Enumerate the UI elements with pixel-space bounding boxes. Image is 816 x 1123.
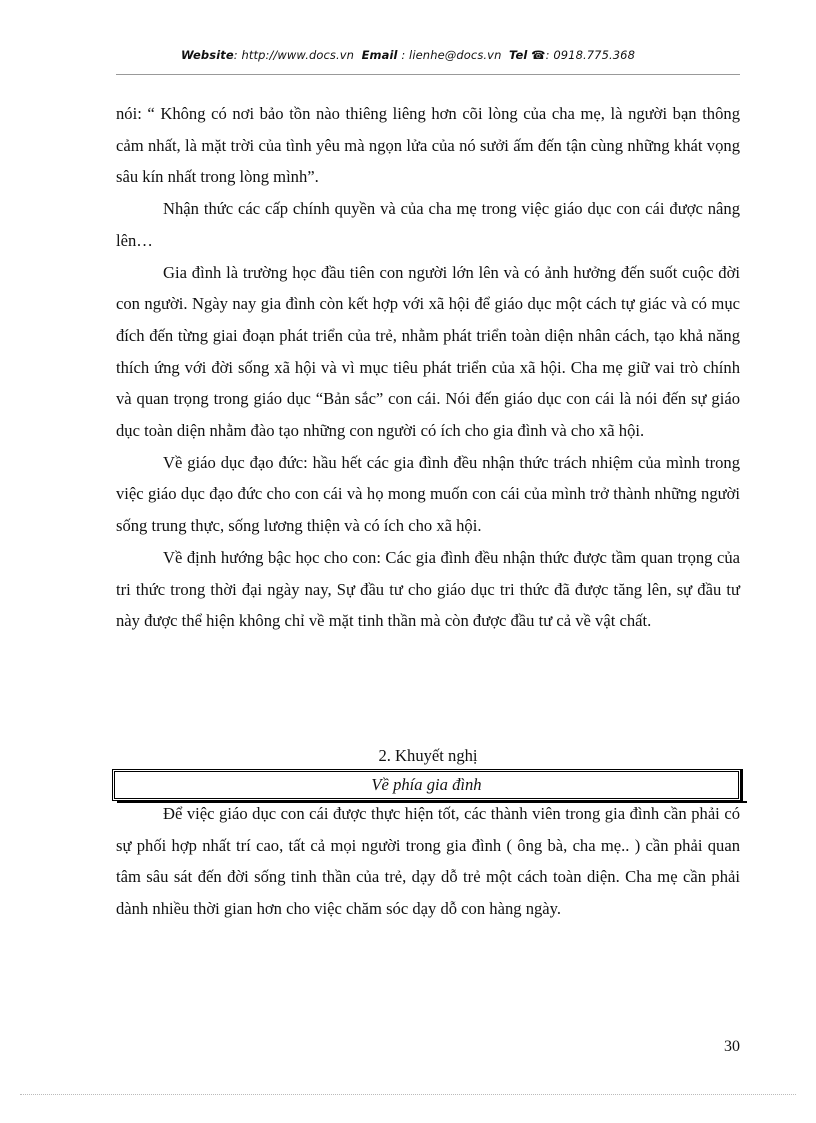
header-divider [116, 74, 740, 75]
page-number: 30 [724, 1038, 740, 1055]
website-value: : http://www.docs.vn [233, 48, 355, 62]
phone-icon: ☎ [531, 48, 546, 62]
tel-label: Tel [508, 48, 528, 62]
paragraph-education-orientation: Về định hướng bậc học cho con: Các gia đình đều nhận thức được tầm quan trọng của tri thức trong thời đại ngày nay, Sự đầu tư cho giáo dục tri thức đã được tăng lên, sự đầu tư này được thể hiện không chỉ về mặt tinh thần mà còn được đầu tư cả về vật chất. [116, 547, 740, 631]
section-heading: 2. Khuyết nghị [378, 746, 478, 765]
paragraph-awareness: Nhận thức các cấp chính quyền và của cha mẹ trong việc giáo dục con cái được nâng lên… [116, 199, 740, 250]
tel-value: : 0918.775.368 [545, 48, 636, 62]
footer-divider [20, 1094, 796, 1095]
paragraph-quote-continuation: nói: “ Không có nơi bảo tồn nào thiêng liêng hơn cõi lòng của cha mẹ, là người bạn thông cảm nhất, là mặt trời của tình yêu mà ngọn lửa của nó sưởi ấm đến tận cùng những khát vọng sâu kín nhất trong lòng mình”. [116, 104, 740, 187]
paragraph-family-school: Gia đình là trường học đầu tiên con người lớn lên và có ảnh hưởng đến suốt cuộc đời con người. Ngày nay gia đình còn kết hợp với xã hội để giáo dục một cách tự giác và có mục đích đến từng giai đoạn phát triển của trẻ, nhằm phát triển toàn diện nhân cách, tạo khả năng thích ứng với đời sống xã hội và vì mục tiêu phát triển của xã hội. Cha mẹ giữ vai trò chính và quan trọng trong giáo dục “Bản sắc” con cái. Nói đến giáo dục con cái là nói đến sự giáo dục toàn diện nhằm đào tạo những con người có ích cho gia đình và cho xã hội. [116, 262, 740, 441]
website-label: Website [180, 48, 234, 62]
paragraph-family-recommendation: Để việc giáo dục con cái được thực hiện tốt, các thành viên trong gia đình cần phải có sự phối hợp nhất trí cao, tất cả mọi người trong gia đình ( ông bà, cha mẹ.. ) cần phải quan tâm sâu sát đến đời sống tinh thần của trẻ, dạy dỗ trẻ một cách toàn diện. Cha mẹ cần phải dành nhiều thời gian hơn cho việc chăm sóc dạy dỗ con hàng ngày. [116, 804, 740, 919]
body-text [116, 98, 740, 637]
email-value: : lienhe@docs.vn [401, 48, 502, 62]
body-text-after [116, 798, 740, 925]
email-label: Email [361, 48, 398, 62]
paragraph-moral-education: Về giáo dục đạo đức: hầu hết các gia đình đều nhận thức trách nhiệm của mình trong việc giáo dục đạo đức cho con cái và họ mong muốn con cái của mình trở thành những người sống trung thực, sống lương thiện và có ích cho xã hội. [116, 452, 740, 536]
page-header [0, 48, 816, 62]
boxed-subheading: Về phía gia đình [112, 769, 741, 801]
